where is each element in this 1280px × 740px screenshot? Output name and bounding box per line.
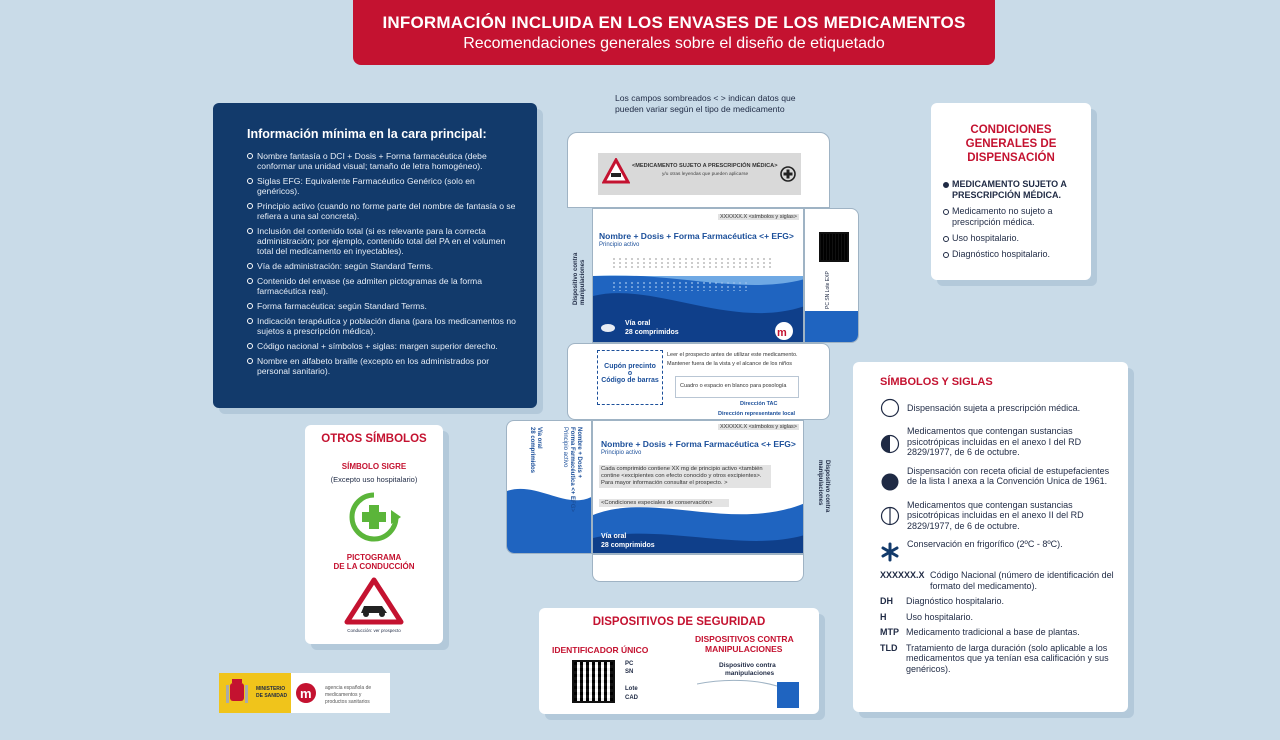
symbol-text: Medicamentos que contengan sustancias psicotrópicas incluidas en el anexo II del RD 2829/1977, de 6 de octubre. [907, 499, 1084, 531]
comprimidos-count: 28 comprimidos [625, 329, 679, 336]
list-item: Principio activo (cuando no forme parte del nombre de fantasía o se refiera a una sal concreta). [247, 201, 519, 221]
braille-dots [611, 257, 771, 269]
filled-circle-icon [880, 472, 900, 492]
datamatrix-icon [572, 660, 615, 703]
list-item: Nombre fantasía o DCI + Dosis + Forma farmacéutica (debe conformar una unidad visual; tamaño de letra homogéneo). [247, 151, 519, 171]
code-symbols-label: XXXXXX.X <símbolos y siglas> [719, 214, 797, 220]
coat-of-arms-icon [225, 677, 249, 709]
anti-tamper-label-1: Dispositivo contra [719, 662, 776, 669]
anti-tamper-title-1: DISPOSITIVOS CONTRA [695, 634, 794, 644]
side-device-label: Dispositivo contra manipulaciones [573, 252, 586, 305]
list-item: Nombre en alfabeto braille (excepto en los administrados por personal sanitario). [247, 356, 519, 376]
anti-tamper-label-2: manipulaciones [725, 670, 775, 677]
symbol-row [880, 466, 1120, 492]
aemps-logo-icon [295, 682, 323, 704]
conditions-list [943, 179, 1079, 260]
back-via-oral: Vía oral [601, 533, 627, 540]
back-comprimidos: 28 comprimidos [601, 542, 655, 549]
page-subtitle: Recomendaciones generales sobre el diseño de etiquetado [463, 35, 885, 52]
code-text: Diagnóstico hospitalario. [906, 596, 1005, 606]
list-item: Vía de administración: según Standard Terms. [247, 261, 519, 271]
ministry-text-2: DE SANIDAD [256, 693, 288, 699]
product-name: Nombre + Dosis + Forma Farmacéutica <+ EFG> [599, 231, 794, 241]
composition-text: Cada comprimido contiene XX mg de principio activo <también contine <excipientes con efecto conocido y otros excipientes>. Para mayor información consultar el prospecto. > [599, 465, 771, 488]
svg-text:m: m [777, 327, 787, 339]
package-dieline [505, 130, 885, 585]
id-label-sn: SN [625, 669, 634, 675]
list-item: Inclusión del contenido total (si es relevante para la correcta administración; por ejemplo, contenido total del PA en el volumen total del medicamento en inyectables). [247, 226, 519, 256]
braille-dots-lower [611, 281, 751, 291]
list-item: Forma farmacéutica: según Standard Terms. [247, 301, 519, 311]
coupon-box [597, 350, 663, 405]
unique-id-title: IDENTIFICADOR ÚNICO [552, 645, 649, 655]
right-side-panel [804, 208, 859, 343]
rx-legend-box [598, 153, 801, 195]
back-face [592, 420, 804, 554]
security-title: DISPOSITIVOS DE SEGURIDAD [592, 616, 766, 628]
refrigeration-asterisk-icon [880, 542, 900, 562]
code-label: H [880, 611, 887, 622]
side-left-name [561, 427, 582, 512]
coupon-line-2: o [627, 370, 633, 377]
driving-warning-icon [602, 158, 630, 184]
side-left-line-4: Vía oral [536, 427, 542, 449]
leaflet-line-1: Leer el prospecto antes de utilizar este medicamento. [667, 352, 798, 358]
id-label-pc: PC [625, 661, 634, 667]
code-row [880, 596, 1120, 607]
sigre-icon [779, 165, 797, 183]
code-label: TLD [880, 642, 898, 653]
pictogram-title-1: PICTOGRAMA [346, 553, 402, 562]
empty-circle-icon [880, 398, 900, 418]
header-banner [353, 0, 995, 65]
half-circle-icon [880, 434, 900, 454]
agency-text-3: productos sanitarios [325, 699, 370, 705]
symbol-text: Medicamentos que contengan sustancias psicotrópicas incluidas en el anexo I del RD 2829/1977, de 6 de octubre. [907, 426, 1082, 457]
via-oral: Vía oral [625, 320, 651, 327]
sigre-title: SÍMBOLO SIGRE [341, 462, 407, 471]
list-item: Medicamento no sujeto a prescripción médica. [943, 206, 1079, 228]
anti-tamper-title-2: MANIPULACIONES [705, 644, 783, 654]
agency-text-1: agencia española de [325, 685, 372, 691]
id-label-lote: Lote [625, 686, 638, 692]
code-label: XXXXXX.X [880, 570, 925, 580]
ministry-logo [219, 673, 291, 713]
id-label-cad: CAD [625, 695, 638, 701]
minimum-info-panel [213, 103, 537, 408]
rx-legend-text: <MEDICAMENTO SUJETO A PRESCRIPCIÓN MÉDICA> [632, 163, 778, 169]
symbol-row [880, 500, 1120, 532]
code-text: Medicamento tradicional a base de plantas. [906, 627, 1080, 637]
symbol-text: Dispensación sujeta a prescripción médica. [907, 403, 1081, 413]
side-left-line-3: Principio activo [562, 427, 568, 468]
list-item: Contenido del envase (se admiten pictogramas de la forma farmacéutica real). [247, 276, 519, 296]
front-face [592, 208, 804, 343]
side-codes: PC SN Lote EXP [825, 271, 831, 309]
minimum-info-title: Información mínima en la cara principal: [247, 127, 487, 141]
code-row [880, 627, 1120, 638]
sigre-note: (Excepto uso hospitalario) [330, 475, 418, 484]
back-side-left [506, 420, 592, 554]
bottom-flap [592, 554, 804, 582]
coupon-line-1: Cupón precinto [604, 363, 656, 370]
code-text: Uso hospitalario. [906, 611, 974, 622]
sigre-recycle-icon [347, 490, 401, 544]
divided-circle-icon [880, 506, 900, 526]
list-item: Indicación terapéutica y población diana (para los medicamentos no sujetos a prescripción médica). [247, 316, 519, 336]
symbol-text: Dispensación con receta oficial de estupefacientes de la lista I anexa a la Convención Unica de 1961. [907, 465, 1110, 486]
aemps-logo-icon [773, 321, 795, 341]
agency-text-2: medicamentos y [325, 692, 362, 698]
symbol-text: Conservación en frigorífico (2ºC - 8ºC). [907, 539, 1063, 549]
anti-tamper-graphic [697, 676, 801, 708]
symbol-row [880, 539, 1120, 562]
page-title: INFORMACIÓN INCLUIDA EN LOS ENVASES DE LOS MEDICAMENTOS [382, 13, 966, 32]
list-item: Código nacional + símbolos + siglas: margen superior derecho. [247, 341, 519, 351]
qr-code-icon [819, 232, 849, 262]
leaflet-line-2: Mantener fuera de la vista y el alcance de los niños [667, 361, 793, 367]
code-text: Tratamiento de larga duración (solo aplicable a los medicamentos que ya tenían esa calificación y sus genéricos). [906, 642, 1109, 674]
list-item: MEDICAMENTO SUJETO A PRESCRIPCIÓN MÉDICA. [943, 179, 1079, 201]
logos-strip [219, 673, 390, 713]
symbol-row [880, 398, 1120, 418]
other-symbols-title: OTROS SÍMBOLOS [321, 433, 427, 445]
pill-icon [601, 324, 615, 332]
posologia-box: Cuadro o espacio en blanco para posología [675, 376, 799, 398]
back-side-device-label: Dispositivo contra manipulaciones [817, 460, 830, 513]
list-item: Uso hospitalario. [943, 233, 1079, 244]
rx-legend-sub: y/u otras leyendas que pueden aplicarse [662, 172, 749, 177]
code-row [880, 570, 1120, 591]
list-item: Diagnóstico hospitalario. [943, 249, 1079, 260]
driving-pictogram-icon [344, 577, 404, 625]
pictogram-title-2: DE LA CONDUCCIÓN [333, 562, 415, 571]
code-text: Código Nacional (número de identificación del formato del medicamento). [930, 570, 1114, 591]
symbol-row [880, 426, 1120, 458]
back-principio: Principio activo [601, 450, 642, 456]
code-row [880, 612, 1120, 623]
side-left-line-1: Nombre + Dosis + [576, 427, 582, 479]
coupon-line-3: Código de barras [601, 377, 659, 384]
symbols-title: SÍMBOLOS Y SIGLAS [880, 376, 993, 388]
security-devices-card [539, 608, 819, 714]
shaded-fields-note: Los campos sombreados < > indican datos que pueden variar según el tipo de medicamento [615, 93, 796, 114]
other-symbols-card [305, 425, 443, 644]
pictogram-caption: Conducción: ver prospecto [347, 628, 401, 633]
side-blue [805, 311, 859, 343]
side-left-line-2: Forma Farmacéutica <+ EFG> [569, 427, 575, 512]
principio-activo: Principio activo [599, 242, 640, 248]
side-left-via [528, 427, 542, 473]
code-label: MTP [880, 627, 899, 637]
code-label: DH [880, 596, 893, 606]
conditions-title: CONDICIONES GENERALES DE DISPENSACIÓN [965, 124, 1057, 164]
code-row [880, 643, 1120, 675]
ministry-text-1: MINISTERIO [256, 686, 286, 692]
representative-address: Dirección representante local [718, 411, 796, 417]
svg-text:m: m [300, 686, 312, 701]
middle-flap [567, 343, 830, 420]
symbols-card [853, 362, 1128, 712]
dispensation-conditions-card [931, 103, 1091, 280]
list-item: Siglas EFG: Equivalente Farmacéutico Genérico (solo en genéricos). [247, 176, 519, 196]
back-product-name: Nombre + Dosis + Forma Farmacéutica <+ EFG> [601, 439, 796, 449]
back-code-symbols: XXXXXX.X <símbolos y siglas> [719, 424, 797, 430]
side-left-line-5: 28 comprimidos [529, 427, 535, 474]
conservation-text: <Condiciones especiales de conservación> [599, 499, 729, 507]
minimum-info-list [247, 151, 519, 376]
top-flap [567, 132, 830, 208]
tac-address: Dirección TAC [740, 401, 778, 407]
